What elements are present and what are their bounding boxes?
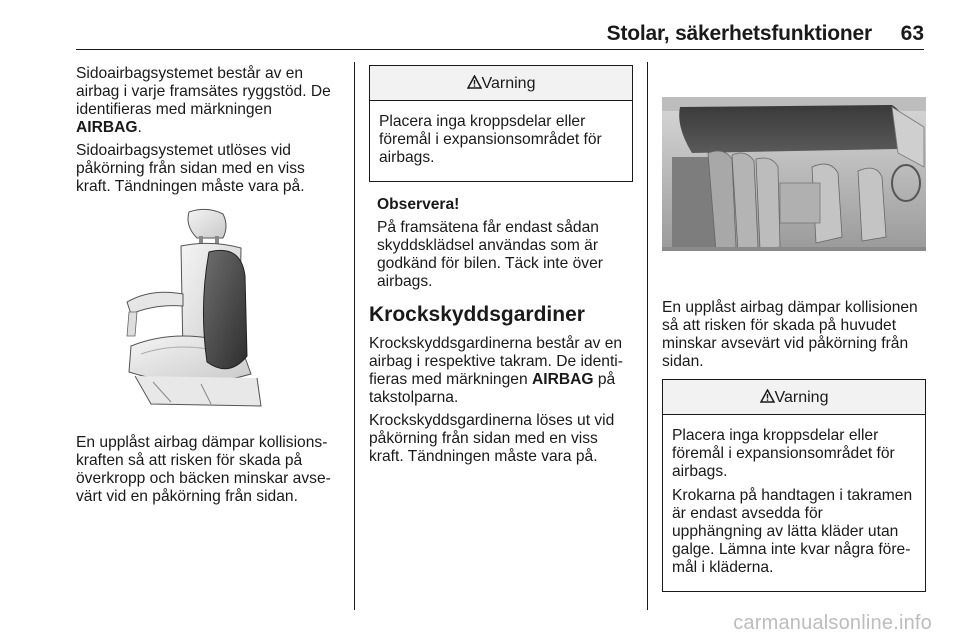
page-header-title: Stolar, säkerhetsfunktioner: [606, 22, 872, 45]
warning-header: [370, 66, 632, 101]
warning-title: Varning: [481, 75, 536, 92]
warning-body: [370, 101, 632, 181]
warning-text-2: Krokarna på handtagen i takramen är endast avsedda för upphängning av lätta kläder utan galge. Lämna inte kvar några föremål i kläderna.: [672, 487, 913, 576]
column-divider-1: [354, 62, 355, 610]
side-airbag-intro: Sidoairbagsystemet består av en airbag i varje framsätes ryggstöd. De identifieras med märkningen AIRBAG.: [76, 65, 331, 136]
warning-body: [663, 415, 925, 591]
watermark: carmanualsonline.info: [733, 612, 932, 634]
column-1: [76, 65, 342, 511]
seat-airbag-illustration: [111, 206, 307, 410]
seat-figure-caption: En upplåst airbag dämpar kollisionskraften så att risken för skada på överkropp och bäcken minskar avsevärt vid en påkörning från sidan.: [76, 434, 331, 505]
header-divider: [76, 49, 924, 50]
column-2: [369, 65, 633, 471]
note-title: Observera!: [377, 196, 460, 213]
warning-box-curtain: [662, 379, 926, 592]
warning-text-1: Placera inga kroppsdelar eller föremål i expansionsområdet för airbags.: [672, 427, 895, 480]
side-airbag-trigger-text: Sidoairbagsystemet utlöses vid påkörning från sidan med en viss kraft. Tändningen måste vara på.: [76, 142, 305, 195]
airbag-marking: AIRBAG: [76, 119, 138, 136]
warning-triangle-icon: [760, 389, 775, 403]
note-text: På framsätena får endast sådan skyddsklädsel användas som är godkänd för bilen. Täck inte över airbags.: [377, 219, 603, 290]
section-title-curtain-airbags: Krockskyddsgardiner: [369, 303, 585, 326]
curtain-airbag-illustration: [662, 97, 926, 251]
column-divider-2: [647, 62, 648, 610]
warning-triangle-icon: [467, 75, 482, 89]
airbag-marking: AIRBAG: [531, 371, 594, 388]
warning-text: Placera inga kroppsdelar eller föremål i expansionsområdet för airbags.: [379, 113, 602, 166]
curtain-airbag-trigger-text: Krockskyddsgardinerna löses ut vid påkörning från sidan med en viss kraft. Tändningen måste vara på.: [369, 412, 615, 465]
column-3: [662, 65, 926, 606]
curtain-airbag-intro: Krockskyddsgardinerna består av en airbag i respektive takram. De identifieras med märkningen AIRBAG på takstolparna.: [369, 335, 623, 406]
page-number: 63: [900, 22, 924, 45]
warning-header: [663, 380, 925, 415]
note-box: [369, 196, 633, 291]
warning-title: Varning: [774, 389, 829, 406]
warning-box-seat: [369, 65, 633, 182]
curtain-figure-caption: En upplåst airbag dämpar kollisionen så att risken för skada på huvudet minskar avsevärt vid påkörning från sidan.: [662, 299, 918, 370]
